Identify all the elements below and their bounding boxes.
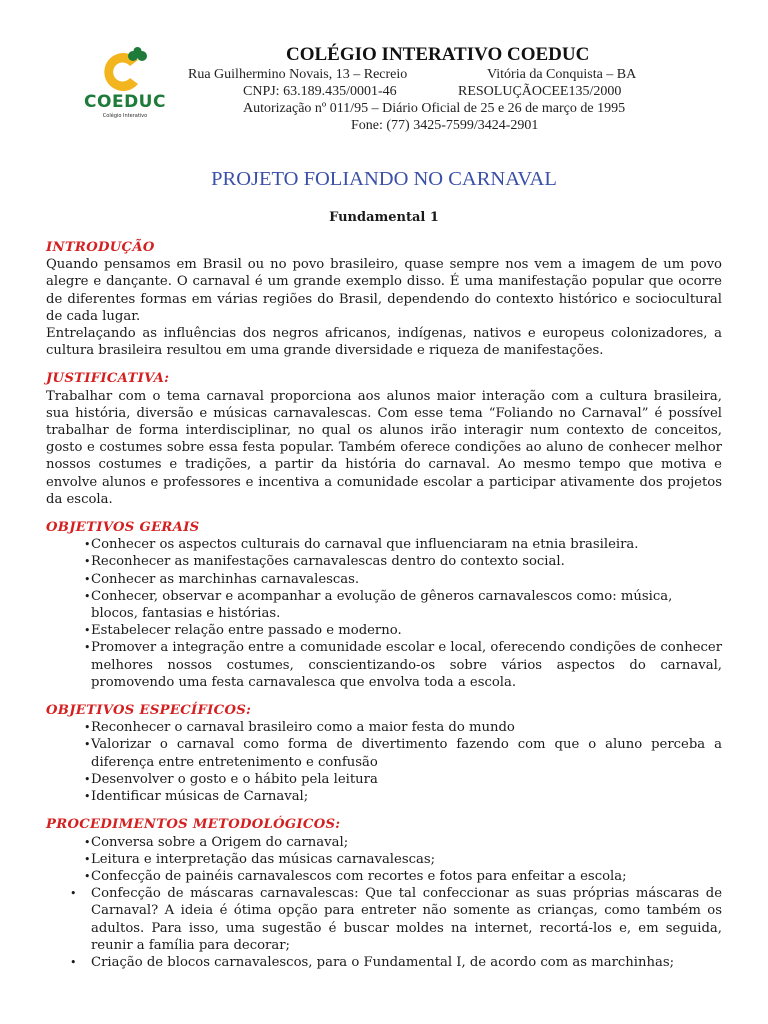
intro-paragraph-2: Entrelaçando as influências dos negros africanos, indígenas, nativos e europeus colonizadores, a cultura brasileira resultou em uma grande diversidade e riqueza de manifestações.	[46, 326, 722, 359]
list-item: • Confecção de painéis carnavalescos com recortes e fotos para enfeitar a escola;	[46, 868, 722, 885]
school-cnpj: CNPJ: 63.189.435/0001-46	[243, 84, 397, 99]
logo-subtext: Colégio Interativo	[102, 113, 148, 119]
school-logo	[80, 44, 170, 124]
list-item: • Conhecer, observar e acompanhar a evolução de gêneros carnavalescos como: música, blocos, fantasias e histórias.	[46, 588, 722, 622]
document-title: PROJETO FOLIANDO NO CARNAVAL	[211, 168, 557, 190]
school-name: COLÉGIO INTERATIVO COEDUC	[286, 44, 590, 65]
section-heading-objetivos-gerais: OBJETIVOS GERAIS	[46, 520, 200, 536]
list-item: • Conhecer as marchinhas carnavalescas.	[46, 571, 722, 588]
logo-wordmark: COEDUC	[84, 92, 166, 112]
school-address: Rua Guilhermino Novais, 13 – Recreio	[188, 67, 408, 82]
document-body	[46, 239, 722, 971]
list-item: • Identificar músicas de Carnaval;	[46, 788, 722, 805]
intro-paragraph-1: Quando pensamos em Brasil ou no povo brasileiro, quase sempre nos vem a imagem de um povo alegre e dançante. O carnaval é um grande exemplo disso. É uma manifestação popular que ocorre de diferentes formas em várias regiões do Brasil, dependendo do contexto histórico e sociocultural de cada lugar.	[46, 257, 722, 324]
list-item: • Reconhecer o carnaval brasileiro como a maior festa do mundo	[46, 719, 722, 736]
list-item: • Reconhecer as manifestações carnavalescas dentro do contexto social.	[46, 553, 722, 570]
objetivos-especificos-list	[46, 719, 722, 805]
list-item: • Leitura e interpretação das músicas carnavalescas;	[46, 851, 722, 868]
justificativa-paragraph: Trabalhar com o tema carnaval proporciona aos alunos maior interação com a cultura brasileira, sua história, diversão e músicas carnavalescas. Com esse tema “Foliando no Carnaval” é possível trabalhar de forma interdisciplinar, no qual os alunos irão interagir num contexto de conceitos, gosto e costumes sobre essa festa popular. Também oferece condições ao aluno de conhecer melhor nossos costumes e tradições, a partir da história do carnaval. Ao mesmo tempo que motiva e envolve alunos e professores e incentiva a comunidade escolar a participar ativamente dos projetos da escola.	[46, 388, 722, 507]
list-item: • Valorizar o carnaval como forma de divertimento fazendo com que o aluno perceba a diferença entre entretenimento e confusão	[46, 736, 722, 770]
list-item: • Conhecer os aspectos culturais do carnaval que influenciaram na etnia brasileira.	[46, 536, 722, 553]
list-item: • Desenvolver o gosto e o hábito pela leitura	[46, 771, 722, 788]
list-item: • Estabelecer relação entre passado e moderno.	[46, 622, 722, 639]
school-resolution: RESOLUÇÃOCEE135/2000	[458, 84, 622, 99]
section-heading-objetivos-especificos: OBJETIVOS ESPECÍFICOS:	[46, 703, 252, 719]
list-item: • Promover a integração entre a comunidade escolar e local, oferecendo condições de conhecer melhores nossos costumes, conscientizando-os sobre vários aspectos do carnaval, promovendo uma festa carnavalesca que envolva toda a escola.	[46, 639, 722, 691]
document-subtitle: Fundamental 1	[329, 210, 439, 225]
section-heading-procedimentos: PROCEDIMENTOS METODOLÓGICOS:	[46, 817, 341, 833]
objetivos-gerais-list	[46, 536, 722, 691]
section-heading-introducao: INTRODUÇÃO	[46, 240, 155, 255]
school-phone: Fone: (77) 3425-7599/3424-2901	[351, 118, 539, 133]
list-item: • Conversa sobre a Origem do carnaval;	[46, 834, 722, 851]
list-item: • Confecção de máscaras carnavalescas: Que tal confeccionar as suas próprias máscaras de Carnaval? A ideia é ótima opção para entreter não somente as crianças, como também os adultos. Para isso, uma sugestão é buscar moldes na internet, recortá-los e, em seguida, reunir a família para decorar;	[46, 885, 722, 954]
school-city: Vitória da Conquista – BA	[487, 67, 637, 82]
school-authorization: Autorização nº 011/95 – Diário Oficial de 25 e 26 de março de 1995	[243, 101, 626, 116]
logo-c-icon	[80, 44, 170, 94]
section-heading-justificativa: JUSTIFICATIVA:	[46, 371, 170, 387]
list-item: • Criação de blocos carnavalescos, para o Fundamental I, de acordo com as marchinhas;	[46, 954, 722, 971]
procedimentos-list	[46, 834, 722, 972]
